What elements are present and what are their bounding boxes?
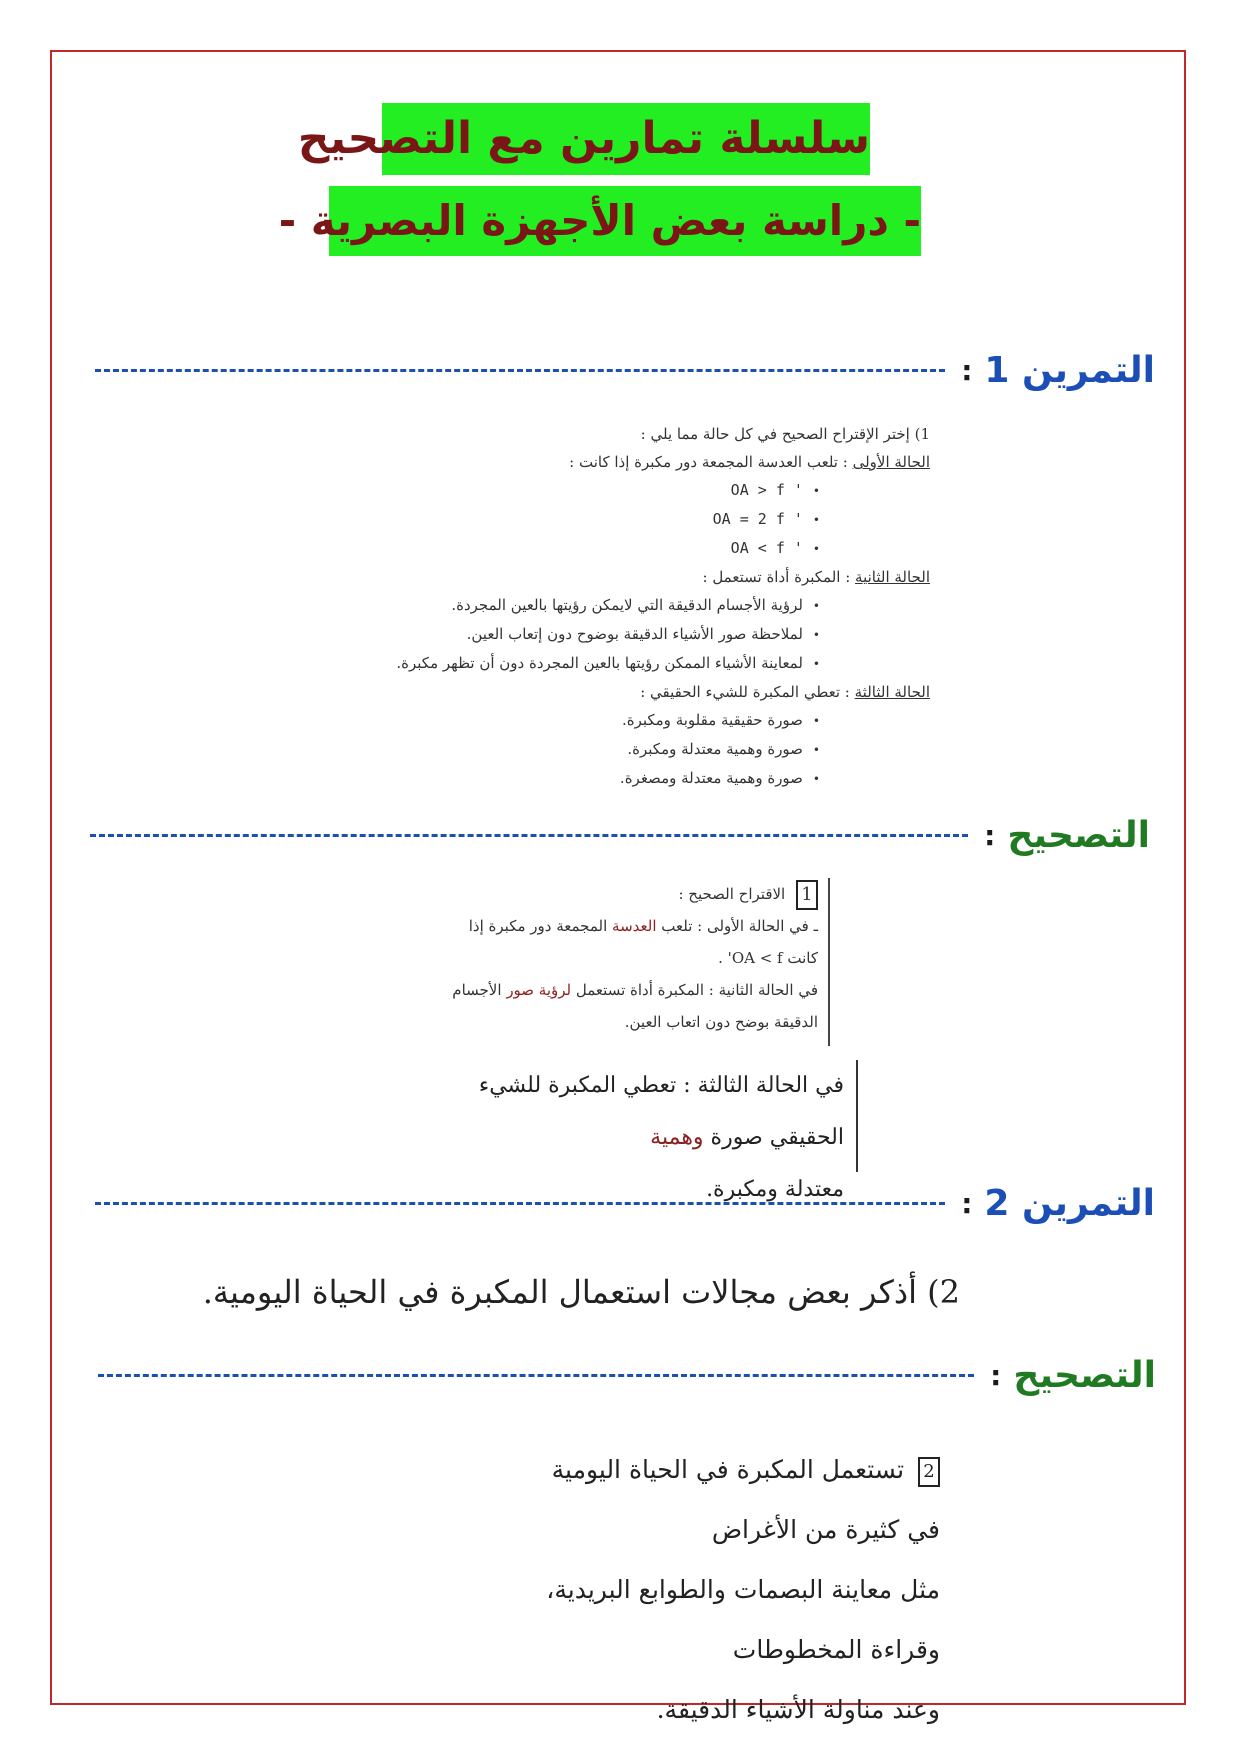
- case2: [380, 563, 930, 591]
- dashed-divider: [90, 834, 968, 837]
- colon: :: [961, 1186, 973, 1220]
- exercise1-body: [380, 420, 930, 800]
- case1-text: : تلعب العدسة المجمعة دور مكبرة إذا كانت :: [569, 453, 848, 471]
- case3-options: [380, 706, 930, 793]
- correction2-line3: وعند مناولة الأشياء الدقيقة.: [656, 1695, 940, 1724]
- correction2-body: [520, 1440, 940, 1724]
- list-item: • صورة وهمية معتدلة ومكبرة.: [380, 735, 820, 764]
- case3-text: : تعطي المكبرة للشيء الحقيقي :: [640, 683, 850, 701]
- list-item: • لملاحظة صور الأشياء الدقيقة بوضوح دون إتعاب العين.: [380, 620, 820, 649]
- exercise2-header: [95, 1178, 1155, 1228]
- correction2-line2: مثل معاينة البصمات والطوابع البريدية، وقراءة المخطوطات: [546, 1575, 940, 1664]
- exercise1-intro: 1) إختر الإقتراح الصحيح في كل حالة مما يلي :: [640, 425, 930, 443]
- exercise1-label: التمرين 1: [984, 349, 1155, 391]
- list-item: • صورة حقيقية مقلوبة ومكبرة.: [380, 706, 820, 735]
- case2-options: [380, 591, 930, 678]
- correction1-case3: في الحالة الثالثة : تعطي المكبرة للشيء الحقيقي صورة وهمية معتدلة ومكبرة.: [450, 1060, 858, 1172]
- correction1-line3: في الحالة الثانية : المكبرة أداة تستعمل لرؤية صور الأجسام: [452, 981, 818, 999]
- correction1-line4: الدقيقة بوضح دون اتعاب العين.: [624, 1013, 818, 1031]
- answer-number: 1: [796, 880, 818, 910]
- correction1-body: [430, 878, 830, 1046]
- exercise2-label: التمرين 2: [984, 1182, 1155, 1224]
- answer-number: 2: [918, 1457, 940, 1487]
- page-subtitle: - دراسة بعض الأجهزة البصرية -: [329, 186, 921, 256]
- dashed-divider: [95, 1202, 945, 1205]
- case1-options: [380, 476, 930, 563]
- colon: :: [984, 818, 996, 852]
- correction1-line2: كانت OA < f' .: [718, 949, 818, 967]
- case3: [380, 678, 930, 706]
- correction1-line1: ـ في الحالة الأولى : تلعب العدسة المجمعة دور مكبرة إذا: [468, 917, 818, 935]
- correction1-heading: 1 الاقتراح الصحيح :: [430, 878, 818, 910]
- case3-label: الحالة الثالثة: [854, 683, 930, 701]
- correction2-line1: 2 تستعمل المكبرة في الحياة اليومية في كثيرة من الأغراض: [551, 1455, 940, 1544]
- list-item: • لمعاينة الأشياء الممكن رؤيتها بالعين المجردة دون أن تظهر مكبرة.: [380, 649, 820, 678]
- case1: [380, 448, 930, 476]
- list-item: • OA < f ': [380, 534, 820, 563]
- case2-text: : المكبرة أداة تستعمل :: [702, 568, 851, 586]
- list-item: • لرؤية الأجسام الدقيقة التي لايمكن رؤيتها بالعين المجردة.: [380, 591, 820, 620]
- exercise2-question: 2) أذكر بعض مجالات استعمال المكبرة في الحياة اليومية.: [202, 1273, 960, 1311]
- exercise1-header: [95, 345, 1155, 395]
- page-title: سلسلة تمارين مع التصحيح: [382, 103, 870, 175]
- list-item: • صورة وهمية معتدلة ومصغرة.: [380, 764, 820, 793]
- correction2-header: [98, 1350, 1156, 1400]
- list-item: • OA > f ': [380, 476, 820, 505]
- colon: :: [990, 1358, 1002, 1392]
- dashed-divider: [95, 369, 945, 372]
- correction1-header: [90, 810, 1150, 860]
- dashed-divider: [98, 1374, 974, 1377]
- case1-label: الحالة الأولى: [852, 453, 930, 471]
- correction2-label: التصحيح: [1013, 1354, 1156, 1396]
- colon: :: [961, 353, 973, 387]
- correction1-label: التصحيح: [1007, 814, 1150, 856]
- list-item: • OA = 2 f ': [380, 505, 820, 534]
- case2-label: الحالة الثانية: [855, 568, 930, 586]
